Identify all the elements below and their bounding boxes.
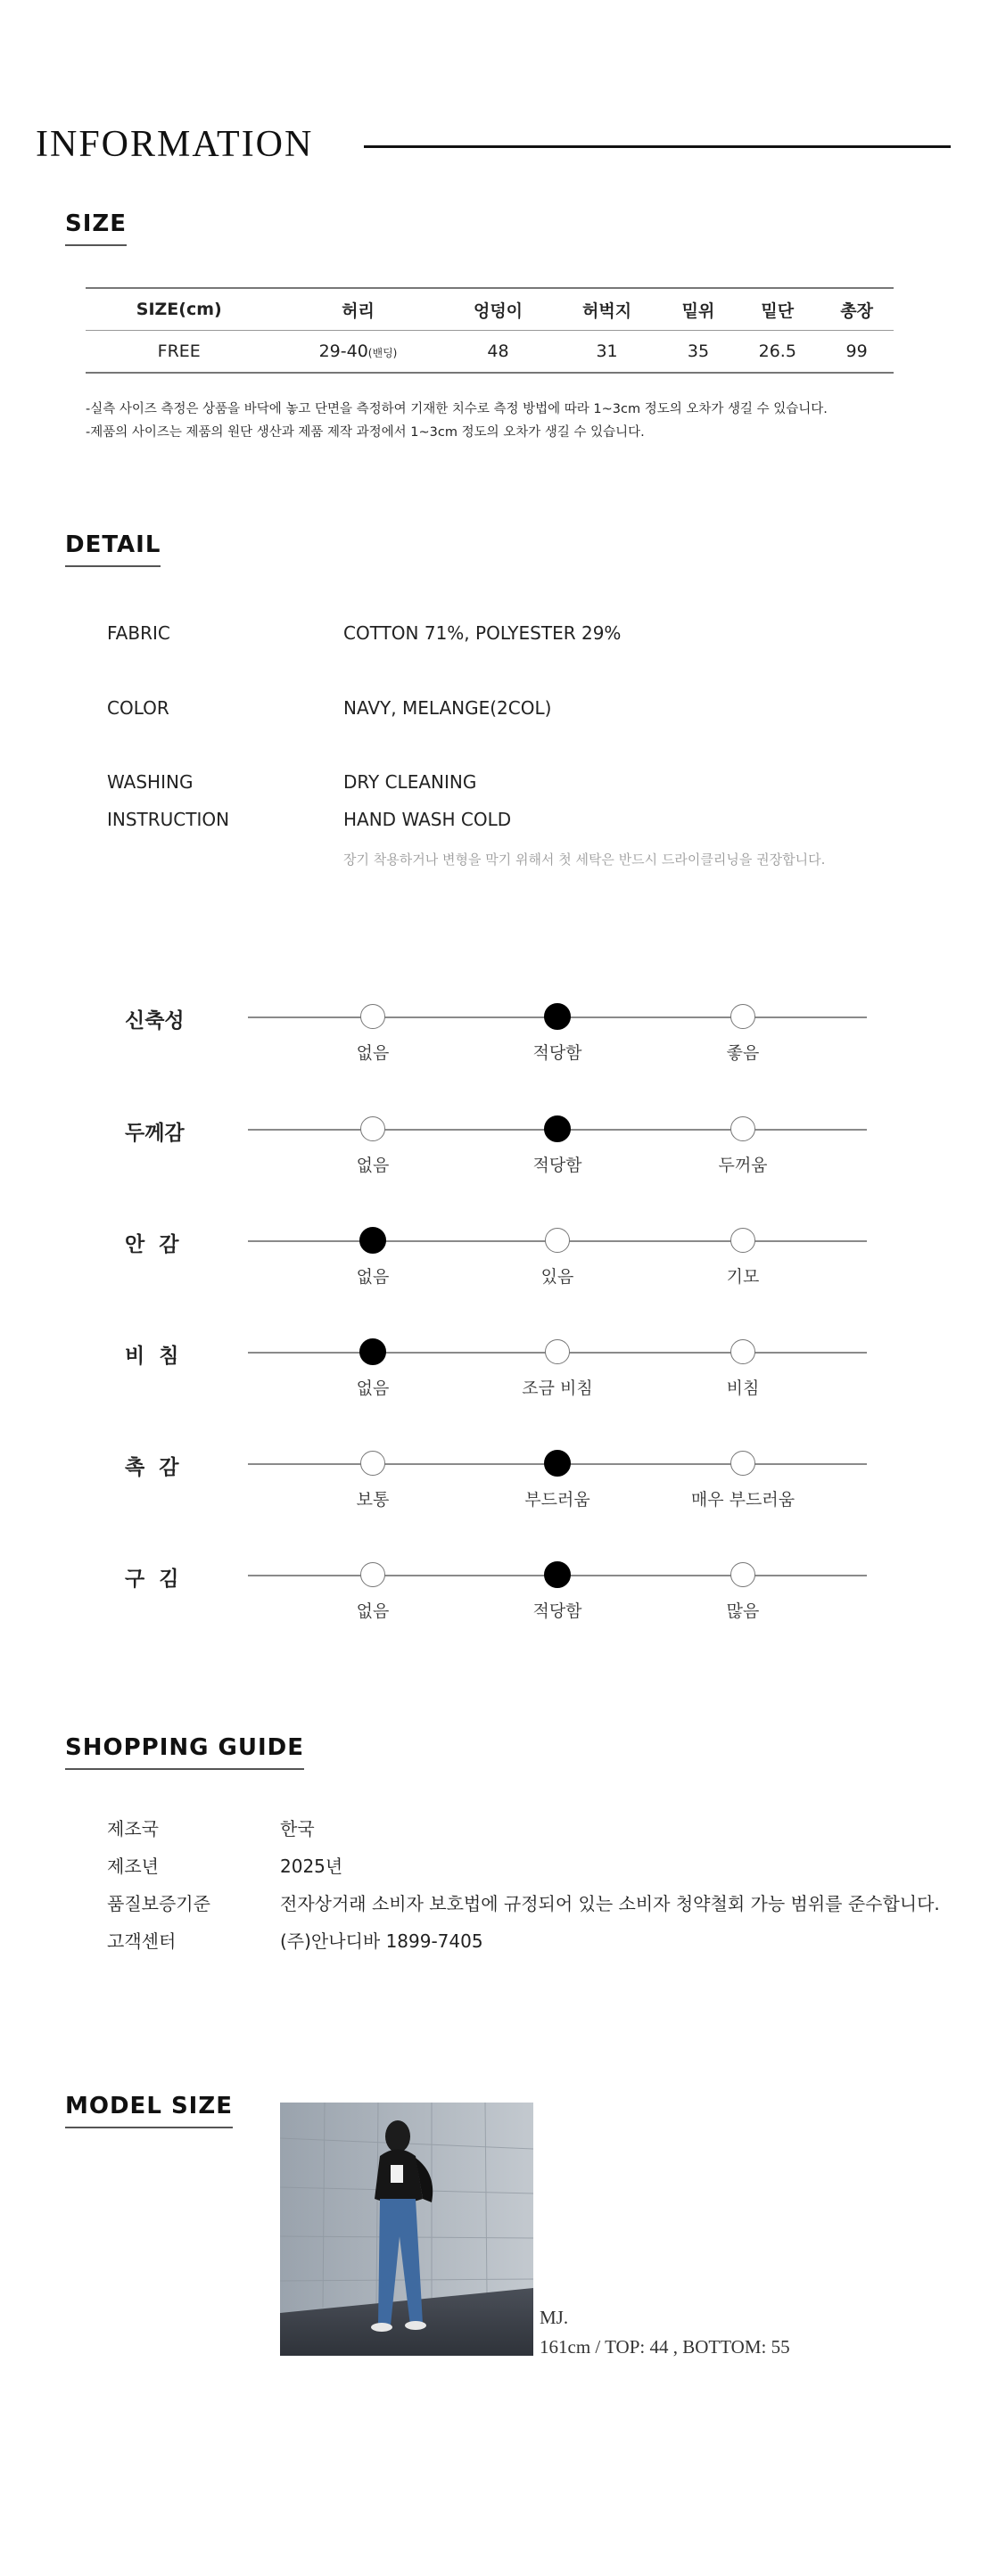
model-name: MJ. <box>540 2307 569 2328</box>
scale-label: 비 침 <box>125 1345 179 1368</box>
size-section-title: SIZE <box>65 210 127 246</box>
scale-option-label: 많음 <box>726 1601 760 1621</box>
model-section-title: MODEL SIZE <box>65 2093 233 2128</box>
size-table <box>86 287 894 374</box>
instruction-value: HAND WASH COLD <box>343 809 512 830</box>
fabric-value: COTTON 71%, POLYESTER 29% <box>343 622 622 644</box>
guide-section-title: SHOPPING GUIDE <box>65 1734 304 1770</box>
washing-label: WASHING <box>107 771 194 793</box>
column-header: 허리 <box>342 300 375 321</box>
scale-row <box>0 1456 981 1535</box>
scale-dot-selected <box>544 1003 571 1030</box>
page-title: INFORMATION <box>36 124 314 165</box>
scale-option-label: 좋음 <box>726 1043 760 1063</box>
column-header: 총장 <box>840 300 873 321</box>
scale-option-label: 없음 <box>356 1379 390 1398</box>
model-info: 161cm / TOP: 44 , BOTTOM: 55 <box>540 2336 790 2358</box>
model-photo <box>280 2103 533 2356</box>
scale-dot-selected <box>544 1115 571 1142</box>
fabric-label: FABRIC <box>107 622 170 644</box>
scale-option-label: 두꺼움 <box>718 1156 768 1175</box>
column-header: 허벅지 <box>582 300 632 321</box>
hip-cell: 48 <box>487 342 509 361</box>
scale-dot <box>730 1451 755 1476</box>
scale-option-label: 매우 부드러움 <box>690 1490 796 1510</box>
scale-option-label: 비침 <box>726 1379 760 1398</box>
guide-label-support: 고객센터 <box>107 1930 177 1952</box>
scale-option-label: 기모 <box>726 1267 760 1287</box>
rise-cell: 35 <box>687 342 710 361</box>
scale-label: 안 감 <box>125 1233 179 1256</box>
column-header: 밑위 <box>681 300 715 321</box>
scale-option-label: 없음 <box>356 1156 390 1175</box>
size-note: -제품의 사이즈는 제품의 원단 생산과 제품 제작 과정에서 1~3cm 정도의 오차가 생길 수 있습니다. <box>86 425 645 440</box>
scale-option-label: 적당함 <box>532 1043 582 1063</box>
instruction-label: INSTRUCTION <box>107 809 230 830</box>
color-label: COLOR <box>107 697 169 719</box>
scale-dot <box>545 1339 570 1364</box>
waist-cell <box>272 331 443 374</box>
scale-label: 두께감 <box>125 1122 185 1145</box>
size-cell: FREE <box>157 342 201 361</box>
scale-dot <box>360 1116 385 1141</box>
table-row <box>86 331 894 374</box>
waist-value: 29-40 <box>318 342 368 361</box>
column-header: 밑단 <box>761 300 795 321</box>
color-value: NAVY, MELANGE(2COL) <box>343 697 552 719</box>
scale-dot-selected <box>544 1561 571 1588</box>
model-photo-image <box>280 2103 533 2356</box>
scale-row <box>0 1345 981 1423</box>
scale-row <box>0 1009 981 1088</box>
scale-option-label: 적당함 <box>532 1156 582 1175</box>
scale-dot-selected <box>359 1227 386 1254</box>
column-header: SIZE(cm) <box>136 300 222 319</box>
length-cell: 99 <box>845 342 868 361</box>
scale-row <box>0 1122 981 1200</box>
size-table-header <box>86 288 894 331</box>
scale-label: 촉 감 <box>125 1456 179 1479</box>
scale-option-label: 없음 <box>356 1601 390 1621</box>
guide-value-year: 2025년 <box>280 1856 343 1877</box>
hem-cell: 26.5 <box>758 342 796 361</box>
scale-dot <box>730 1339 755 1364</box>
scale-dot <box>545 1228 570 1253</box>
scale-option-label: 조금 비침 <box>522 1379 593 1398</box>
scale-option-label: 부드러움 <box>524 1490 590 1510</box>
title-divider <box>364 145 951 148</box>
washing-value: DRY CLEANING <box>343 771 477 793</box>
guide-label-origin: 제조국 <box>107 1818 159 1839</box>
scale-option-label: 보통 <box>356 1490 390 1510</box>
guide-label-year: 제조년 <box>107 1856 159 1877</box>
thigh-cell: 31 <box>596 342 618 361</box>
guide-label-warranty: 품질보증기준 <box>107 1893 210 1914</box>
scale-dot <box>730 1562 755 1587</box>
scale-row <box>0 1233 981 1312</box>
washing-note: 장기 착용하거나 변형을 막기 위해서 첫 세탁은 반드시 드라이클리닝을 권장합니다. <box>343 852 826 868</box>
scale-dot <box>730 1004 755 1029</box>
scale-dot <box>360 1562 385 1587</box>
waist-note: (밴딩) <box>367 347 398 359</box>
scale-dot-selected <box>359 1338 386 1365</box>
scale-option-label: 없음 <box>356 1043 390 1063</box>
scale-dot <box>360 1004 385 1029</box>
column-header: 엉덩이 <box>473 300 523 321</box>
scale-label: 신축성 <box>125 1009 185 1033</box>
scale-row <box>0 1568 981 1646</box>
guide-value-origin: 한국 <box>280 1818 315 1839</box>
detail-section-title: DETAIL <box>65 531 161 567</box>
scale-option-label: 있음 <box>540 1267 574 1287</box>
guide-value-warranty: 전자상거래 소비자 보호법에 규정되어 있는 소비자 청약철회 가능 범위를 준수합니다. <box>280 1893 940 1914</box>
scale-label: 구 김 <box>125 1568 179 1591</box>
scale-dot <box>730 1228 755 1253</box>
size-note: -실측 사이즈 측정은 상품을 바닥에 놓고 단면을 측정하여 기재한 치수로 측정 방법에 따라 1~3cm 정도의 오차가 생길 수 있습니다. <box>86 402 828 416</box>
scale-dot <box>360 1451 385 1476</box>
guide-value-support: (주)안나디바 1899-7405 <box>280 1930 483 1952</box>
scale-option-label: 없음 <box>356 1267 390 1287</box>
scale-dot-selected <box>544 1450 571 1477</box>
scale-dot <box>730 1116 755 1141</box>
scale-option-label: 적당함 <box>532 1601 582 1621</box>
